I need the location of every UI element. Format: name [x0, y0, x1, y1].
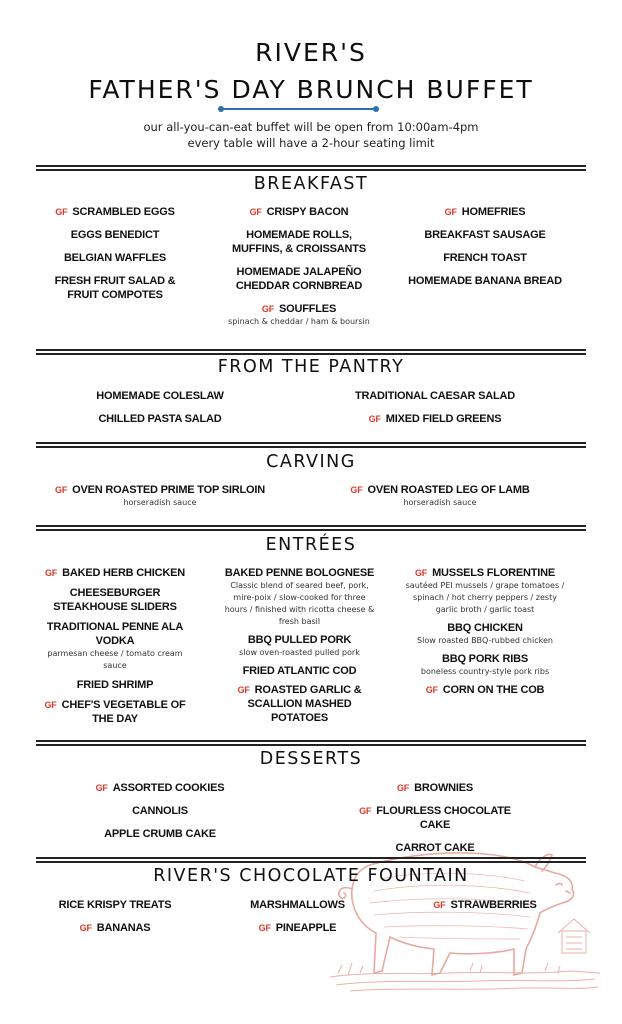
menu-item [345, 804, 525, 832]
section-rule-breakfast [36, 165, 586, 167]
menu-item-name [220, 228, 378, 256]
gluten-free-badge: GF [350, 485, 363, 495]
menu-item [40, 251, 190, 265]
menu-item-description: horseradish sauce [403, 498, 477, 507]
menu-item-label: CHILLED PASTA SALAD [98, 413, 222, 425]
divider-dot-left [218, 106, 224, 112]
menu-item [35, 586, 195, 614]
menu-title-line-1: RIVER'S [255, 38, 367, 67]
menu-item-description: parmesan cheese / tomato cream sauce [47, 649, 183, 670]
menu-item [220, 228, 378, 256]
menu-item-description: boneless country-style pork ribs [420, 667, 550, 676]
menu-item-name [40, 251, 190, 265]
menu-item-description: sautéed PEI mussels / grape tomatoes / spinach / hot cherry peppers / zesty garlic broth / garlic toast [405, 581, 565, 614]
menu-item-name [80, 827, 240, 841]
gluten-free-badge: GF [258, 923, 271, 933]
menu-item [60, 412, 260, 426]
menu-item-name [405, 251, 565, 265]
menu-item [335, 412, 535, 426]
fountain-column-1 [50, 898, 180, 935]
gluten-free-badge: GF [261, 304, 275, 314]
menu-item-label: HOMEMADE ROLLS, MUFFINS, & CROISSANTS [232, 229, 366, 255]
menu-item [405, 652, 565, 678]
menu-item-label: BELGIAN WAFFLES [63, 252, 167, 264]
menu-item-label: BREAKFAST SAUSAGE [424, 229, 546, 241]
menu-item-name [225, 898, 370, 912]
menu-item-name [335, 412, 535, 426]
menu-item-name [405, 205, 565, 219]
section-rule-fountain [36, 857, 586, 859]
section-heading-pantry: FROM THE PANTRY [217, 357, 405, 377]
section-rule-pantry [36, 349, 586, 351]
menu-item [222, 633, 377, 659]
section-rule-carving [36, 442, 586, 444]
menu-item [40, 205, 190, 219]
menu-item [80, 781, 240, 795]
menu-item-name [405, 274, 565, 288]
menu-item [410, 898, 560, 912]
menu-item [50, 898, 180, 912]
menu-item-name [222, 566, 377, 580]
menu-item [50, 921, 180, 935]
menu-item [222, 683, 377, 725]
menu-item-name [222, 664, 377, 678]
menu-item-description: horseradish sauce [123, 498, 197, 507]
menu-item-label: MIXED FIELD GREENS [385, 413, 502, 425]
menu-item-name [40, 274, 190, 302]
menu-item-label: RICE KRISPY TREATS [58, 899, 172, 911]
menu-item-label: EGGS BENEDICT [70, 229, 160, 241]
menu-item-name [222, 683, 377, 725]
pantry-column-2 [335, 389, 535, 426]
menu-item [405, 274, 565, 288]
menu-item [345, 781, 525, 795]
menu-item-name [345, 781, 525, 795]
menu-item-name [80, 804, 240, 818]
menu-item-label: TRADITIONAL CAESAR SALAD [355, 390, 515, 402]
menu-item [220, 265, 378, 293]
gluten-free-badge: GF [359, 806, 372, 816]
menu-item-name [220, 205, 378, 219]
section-heading-carving: CARVING [266, 452, 356, 472]
gluten-free-badge: GF [44, 700, 57, 710]
menu-item-name [50, 483, 270, 497]
menu-item-name [50, 921, 180, 935]
menu-item-label: BROWNIES [414, 782, 473, 794]
gluten-free-badge: GF [444, 207, 457, 217]
menu-item-label: HOMEMADE BANANA BREAD [408, 275, 562, 287]
menu-item-name [35, 678, 195, 692]
menu-item-label: MUSSELS FLORENTINE [432, 567, 555, 579]
menu-item [80, 804, 240, 818]
menu-item-description: slow oven-roasted pulled pork [239, 648, 360, 657]
gluten-free-badge: GF [55, 207, 68, 217]
menu-item-label: HOMEMADE COLESLAW [96, 390, 224, 402]
menu-item [225, 921, 370, 935]
menu-item [35, 678, 195, 692]
menu-item-description: Slow roasted BBQ-rubbed chicken [417, 636, 553, 645]
gluten-free-badge: GF [425, 685, 438, 695]
menu-item-label: BANANAS [96, 922, 151, 934]
menu-item-name [405, 228, 565, 242]
menu-item-label: BBQ CHICKEN [447, 622, 523, 634]
menu-item [80, 827, 240, 841]
seating-note: every table will have a 2-hour seating limit [187, 136, 435, 150]
menu-item-name [410, 898, 560, 912]
menu-item-name [405, 652, 565, 666]
menu-item-label: FRESH FRUIT SALAD & FRUIT COMPOTES [54, 275, 176, 301]
fountain-column-2 [225, 898, 370, 935]
menu-item [35, 620, 195, 672]
menu-item-label: CHEESEBURGER STEAKHOUSE SLIDERS [53, 587, 177, 613]
breakfast-column-3 [405, 205, 565, 288]
gluten-free-badge: GF [414, 568, 428, 578]
menu-item [220, 302, 378, 328]
menu-item-label: FRIED SHRIMP [76, 679, 154, 691]
menu-item-label: ASSORTED COOKIES [112, 782, 225, 794]
menu-item-label: APPLE CRUMB CAKE [104, 828, 216, 840]
menu-item-name [330, 483, 550, 497]
menu-item-label: FRENCH TOAST [443, 252, 527, 264]
section-heading-desserts: DESSERTS [259, 749, 363, 769]
menu-item-name [405, 683, 565, 697]
gluten-free-badge: GF [368, 414, 381, 424]
menu-item-label: BAKED PENNE BOLOGNESE [224, 567, 375, 579]
menu-item-description: spinach & cheddar / ham & boursin [228, 317, 370, 326]
hours-note: our all-you-can-eat buffet will be open from 10:00am-4pm [143, 120, 479, 134]
menu-item-name [225, 921, 370, 935]
menu-item-name [35, 698, 195, 726]
menu-item [40, 274, 190, 302]
menu-item-label: HOMEMADE JALAPEÑO CHEDDAR CORNBREAD [235, 266, 363, 292]
menu-title-line-2: FATHER'S DAY BRUNCH BUFFET [88, 75, 534, 104]
menu-item-label: SCRAMBLED EGGS [72, 206, 175, 218]
menu-item [40, 228, 190, 242]
gluten-free-badge: GF [237, 685, 250, 695]
menu-item [225, 898, 370, 912]
menu-item [405, 566, 565, 616]
menu-item [405, 205, 565, 219]
menu-item [50, 483, 270, 509]
menu-item-label: OVEN ROASTED LEG OF LAMB [367, 484, 530, 496]
menu-item [405, 683, 565, 697]
menu-item-label: BAKED HERB CHICKEN [62, 567, 185, 579]
fountain-column-3 [410, 898, 560, 912]
menu-item-name [35, 620, 195, 648]
entrees-column-1 [35, 566, 195, 726]
menu-item [405, 251, 565, 265]
menu-item [335, 389, 535, 403]
menu-item [220, 205, 378, 219]
breakfast-column-2 [220, 205, 378, 328]
menu-item-label: CORN ON THE COB [442, 684, 545, 696]
menu-item-description: Classic blend of seared beef, pork, mire-poix / slow-cooked for three hours / finished with ricotta cheese & fresh basil [224, 581, 375, 626]
title-divider [221, 108, 376, 110]
menu-item [60, 389, 260, 403]
menu-item-label: STRAWBERRIES [450, 899, 537, 911]
menu-item [35, 698, 195, 726]
menu-item-name [405, 621, 565, 635]
menu-item-label: BBQ PULLED PORK [247, 634, 352, 646]
section-heading-fountain: RIVER'S CHOCOLATE FOUNTAIN [153, 866, 469, 886]
desserts-column-1 [80, 781, 240, 841]
menu-item [405, 621, 565, 647]
menu-item-name [335, 389, 535, 403]
section-heading-entrees: ENTRÉES [265, 535, 357, 555]
menu-item-name [40, 205, 190, 219]
menu-item-name [220, 265, 378, 293]
menu-item-label: OVEN ROASTED PRIME TOP SIRLOIN [72, 484, 265, 496]
menu-item-name [220, 302, 378, 316]
menu-item [222, 566, 377, 628]
section-heading-breakfast: BREAKFAST [253, 174, 369, 194]
menu-item [405, 228, 565, 242]
menu-item-name [405, 566, 565, 580]
menu-item-label: MARSHMALLOWS [250, 899, 345, 911]
section-rule-desserts [36, 740, 586, 742]
menu-item-name [60, 389, 260, 403]
menu-item-label: TRADITIONAL PENNE ALA VODKA [46, 621, 184, 647]
pantry-column-1 [60, 389, 260, 426]
entrees-column-2 [222, 566, 377, 725]
menu-item-label: HOMEFRIES [461, 206, 526, 218]
menu-item-label: BBQ PORK RIBS [441, 653, 529, 665]
menu-item [222, 664, 377, 678]
carving-column-1 [50, 483, 270, 509]
gluten-free-badge: GF [433, 900, 446, 910]
menu-item-label: CANNOLIS [132, 805, 188, 817]
menu-item-label: FRIED ATLANTIC COD [242, 665, 357, 677]
menu-item-name [222, 633, 377, 647]
menu-item [35, 566, 195, 580]
breakfast-column-1 [40, 205, 190, 302]
menu-item-label: PINEAPPLE [275, 922, 337, 934]
menu-item-name [35, 566, 195, 580]
menu-item-name [80, 781, 240, 795]
menu-item-name [60, 412, 260, 426]
menu-item-label: CHEF'S VEGETABLE OF THE DAY [61, 699, 186, 725]
gluten-free-badge: GF [79, 923, 92, 933]
carving-column-2 [330, 483, 550, 509]
menu-item-name [40, 228, 190, 242]
menu-item-label: ROASTED GARLIC & SCALLION MASHED POTATOES [247, 684, 362, 724]
section-rule-entrees [36, 525, 586, 527]
menu-item-label: FLOURLESS CHOCOLATE CAKE [376, 805, 511, 831]
entrees-column-3 [405, 566, 565, 697]
gluten-free-badge: GF [95, 783, 108, 793]
menu-item-name [50, 898, 180, 912]
menu-item [330, 483, 550, 509]
menu-item-name [35, 586, 195, 614]
desserts-column-2 [345, 781, 525, 855]
gluten-free-badge: GF [55, 485, 68, 495]
gluten-free-badge: GF [249, 207, 262, 217]
gluten-free-badge: GF [396, 783, 410, 793]
menu-item-label: SOUFFLES [279, 303, 337, 315]
menu-item-name [345, 804, 525, 832]
menu-item-label: CRISPY BACON [266, 206, 349, 218]
menu-item-label: CARROT CAKE [395, 842, 475, 854]
gluten-free-badge: GF [44, 568, 58, 578]
divider-dot-right [373, 106, 379, 112]
